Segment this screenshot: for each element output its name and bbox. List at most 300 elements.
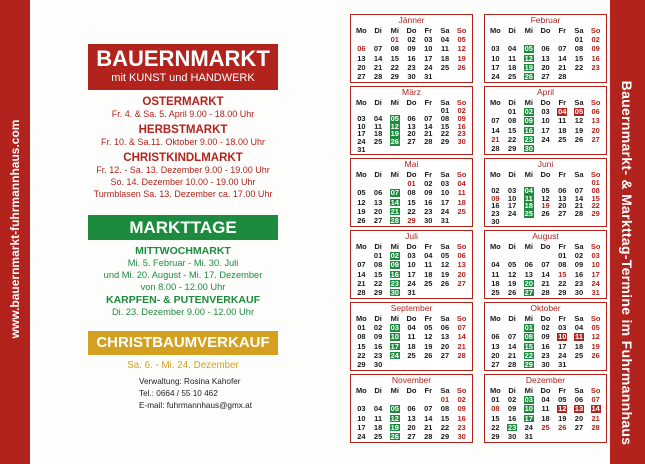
day-number: 26 (390, 431, 399, 441)
weekday-label: So (456, 314, 467, 323)
day-number: 28 (574, 209, 584, 219)
weekday-label: Di (508, 386, 516, 395)
day-cell (420, 414, 437, 423)
weeks (353, 395, 470, 441)
day-number: 18 (507, 62, 517, 72)
weekday-label: Fr (558, 242, 566, 251)
day-number: 04 (373, 114, 383, 124)
day-cell (587, 404, 604, 413)
day-number: 01 (440, 395, 450, 405)
day-cell (403, 188, 420, 197)
day-cell (554, 116, 571, 125)
day-number: 27 (558, 209, 567, 219)
day-cell (520, 270, 537, 279)
day-number: 30 (424, 215, 433, 225)
day-number: 04 (457, 179, 466, 189)
bauernmarkt-subtitle: mit KUNST und HANDWERK (111, 72, 255, 84)
weekday-label: Fr (558, 314, 566, 323)
day-cell (353, 54, 370, 63)
day-number: 28 (558, 71, 567, 81)
day-number: 30 (457, 137, 466, 147)
week-row (487, 135, 604, 144)
day-cell (587, 395, 604, 404)
weekday-label: Mo (489, 26, 501, 35)
day-number: 26 (524, 71, 533, 81)
weekday-label: So (456, 170, 467, 179)
bauernmarkt-title: BAUERNMARKT (96, 46, 270, 71)
day-cell (571, 323, 588, 332)
day-number: 08 (591, 186, 600, 196)
day-number: 27 (457, 278, 466, 288)
day-number: 29 (507, 143, 517, 153)
weekday-label: Di (374, 26, 382, 35)
day-number: 14 (457, 332, 466, 342)
day-number: 01 (390, 35, 399, 45)
day-number: 16 (491, 201, 500, 211)
day-number: 20 (558, 201, 567, 211)
weekday-label: Mo (489, 170, 501, 179)
day-cell (520, 395, 537, 404)
day-cell (386, 423, 403, 432)
day-number: 03 (357, 404, 366, 414)
day-cell (537, 135, 554, 144)
day-cell (437, 188, 454, 197)
day-number: 26 (424, 350, 433, 360)
weekday-label: Sa (440, 314, 450, 323)
weekday-label: Fr (558, 98, 566, 107)
day-number: 29 (491, 431, 500, 441)
weekday-label: Mi (524, 98, 533, 107)
day-number: 27 (440, 350, 450, 360)
day-number: 16 (424, 197, 433, 207)
day-cell (453, 251, 470, 260)
day-number: 31 (558, 359, 567, 369)
day-cell (587, 414, 604, 423)
weekday-label: Mo (489, 98, 501, 107)
weekday-label: Do (406, 314, 417, 323)
day-number: 26 (390, 137, 399, 147)
day-number: 13 (524, 269, 533, 279)
day-number: 12 (558, 404, 567, 414)
day-number: 06 (407, 404, 416, 414)
day-cell (520, 260, 537, 269)
week-row (487, 413, 604, 422)
day-cell (554, 423, 571, 432)
day-cell (453, 423, 470, 432)
day-number: 25 (440, 62, 450, 72)
week-row (353, 145, 470, 153)
day-cell (554, 260, 571, 269)
day-cell (587, 423, 604, 432)
day-number: 02 (524, 107, 533, 117)
day-number: 27 (491, 359, 500, 369)
day-number: 18 (524, 201, 533, 211)
weekday-label: Mi (524, 170, 533, 179)
day-number: 06 (591, 107, 600, 117)
day-number: 12 (390, 413, 399, 423)
weekday-header (487, 314, 604, 323)
left-panel (88, 0, 278, 464)
month-oktober (484, 302, 607, 371)
day-cell (437, 279, 454, 288)
weekday-label: Do (540, 314, 551, 323)
day-cell (520, 360, 537, 369)
day-number: 04 (574, 323, 584, 333)
day-number: 26 (591, 350, 600, 360)
day-number: 23 (591, 62, 600, 72)
day-cell (571, 279, 588, 288)
day-cell (587, 54, 604, 63)
day-number: 10 (357, 413, 366, 423)
day-cell (353, 198, 370, 207)
day-number: 12 (424, 332, 433, 342)
weeks (487, 179, 604, 225)
week-row (353, 35, 470, 44)
day-cell (386, 279, 403, 288)
day-number: 25 (457, 206, 466, 216)
day-cell (554, 72, 571, 81)
day-number: 15 (440, 121, 450, 131)
day-number: 27 (524, 287, 533, 297)
day-number: 29 (440, 137, 450, 147)
day-number: 04 (440, 35, 450, 45)
weekday-label: Fr (558, 26, 566, 35)
day-number: 03 (558, 323, 567, 333)
day-cell (520, 414, 537, 423)
day-number: 16 (407, 53, 416, 63)
day-number: 14 (507, 341, 517, 351)
day-number: 31 (357, 144, 366, 154)
day-cell (571, 404, 588, 413)
day-number: 20 (491, 350, 500, 360)
week-row (353, 216, 470, 225)
day-number: 09 (457, 114, 466, 124)
day-number: 02 (390, 251, 399, 261)
day-cell (504, 360, 521, 369)
weekday-label: Do (406, 242, 417, 251)
day-number: 15 (507, 125, 517, 135)
day-number: 08 (440, 114, 450, 124)
day-number: 25 (424, 278, 433, 288)
day-number: 18 (424, 269, 433, 279)
day-cell (353, 351, 370, 360)
day-cell (587, 116, 604, 125)
day-cell (370, 351, 387, 360)
day-cell (487, 116, 504, 125)
day-cell (370, 251, 387, 260)
day-cell (520, 288, 537, 297)
week-row (353, 279, 470, 288)
week-row (487, 360, 604, 369)
day-cell (353, 404, 370, 413)
ostermarkt-heading: OSTERMARKT (142, 96, 224, 108)
day-number: 05 (524, 44, 533, 54)
day-number: 26 (507, 287, 517, 297)
day-number: 13 (440, 332, 450, 342)
day-number: 29 (440, 431, 450, 441)
day-cell (370, 332, 387, 341)
day-cell (386, 323, 403, 332)
day-cell (353, 260, 370, 269)
day-number: 30 (373, 359, 383, 369)
day-cell (537, 63, 554, 72)
weeks (487, 395, 604, 441)
weekday-label: Di (508, 26, 516, 35)
day-number: 07 (424, 404, 433, 414)
day-cell (420, 323, 437, 332)
day-cell (403, 216, 420, 225)
day-cell (420, 63, 437, 72)
day-cell (487, 395, 504, 404)
day-cell (403, 198, 420, 207)
day-number: 24 (357, 431, 366, 441)
day-cell (353, 270, 370, 279)
week-row (487, 107, 604, 116)
week-row (487, 35, 604, 44)
weekday-label: Sa (440, 98, 450, 107)
day-number: 28 (541, 287, 550, 297)
day-number: 01 (357, 323, 366, 333)
day-cell (520, 116, 537, 125)
day-number: 30 (507, 431, 517, 441)
day-number: 27 (407, 137, 416, 147)
day-cell (420, 332, 437, 341)
day-cell (571, 351, 588, 360)
day-cell (504, 116, 521, 125)
day-cell (420, 198, 437, 207)
month-name: August (532, 231, 559, 241)
day-cell (353, 44, 370, 53)
day-cell (504, 63, 521, 72)
day-cell (453, 260, 470, 269)
day-number: 25 (524, 209, 533, 219)
week-row (487, 116, 604, 125)
day-number: 14 (424, 121, 433, 131)
day-cell (437, 270, 454, 279)
day-cell (437, 404, 454, 413)
day-cell (453, 323, 470, 332)
week-row (353, 413, 470, 422)
day-number: 07 (507, 332, 517, 342)
day-number: 11 (457, 188, 466, 198)
week-row (487, 351, 604, 360)
day-number: 16 (390, 269, 399, 279)
weekday-label: Fr (424, 242, 432, 251)
day-number: 07 (357, 260, 366, 270)
day-cell (420, 72, 437, 81)
day-number: 17 (541, 125, 550, 135)
day-cell (520, 54, 537, 63)
calendar-caption: Bauernmarkt- & Markttag-Termine im Fuhrmannhaus (619, 80, 635, 446)
weekday-label: Mi (524, 26, 533, 35)
day-cell (487, 63, 504, 72)
day-number: 03 (491, 44, 500, 54)
day-number: 30 (457, 431, 466, 441)
day-number: 14 (424, 413, 433, 423)
day-cell (453, 279, 470, 288)
day-cell (571, 126, 588, 135)
day-cell (520, 44, 537, 53)
day-number: 15 (407, 197, 416, 207)
day-number: 20 (574, 413, 584, 423)
day-cell (420, 404, 437, 413)
day-cell (453, 44, 470, 53)
day-number: 11 (558, 116, 567, 126)
day-number: 25 (491, 287, 500, 297)
day-number: 11 (491, 269, 500, 279)
week-row (487, 53, 604, 62)
week-row (353, 360, 470, 369)
weekday-label: Sa (440, 26, 450, 35)
day-cell (587, 260, 604, 269)
weekday-label: Mo (355, 242, 367, 251)
day-cell (453, 198, 470, 207)
day-number: 14 (390, 197, 399, 207)
day-cell (520, 144, 537, 153)
day-number: 02 (591, 35, 600, 45)
day-number: 01 (524, 323, 533, 333)
day-cell (403, 63, 420, 72)
day-number: 13 (457, 260, 466, 270)
day-number: 13 (357, 53, 366, 63)
weekday-label: Do (540, 242, 551, 251)
day-number: 22 (591, 201, 600, 211)
day-cell (571, 116, 588, 125)
day-cell (537, 395, 554, 404)
day-cell (403, 279, 420, 288)
day-cell (571, 54, 588, 63)
day-number: 05 (574, 107, 584, 117)
day-cell (403, 414, 420, 423)
day-cell (353, 188, 370, 197)
weekday-label: Di (374, 242, 382, 251)
day-cell (353, 216, 370, 225)
weekday-label: So (590, 26, 601, 35)
day-cell (386, 351, 403, 360)
day-cell (420, 260, 437, 269)
day-number: 12 (541, 193, 550, 203)
day-number: 13 (591, 116, 600, 126)
day-cell (587, 270, 604, 279)
weekday-label: Di (374, 314, 382, 323)
day-cell (571, 251, 588, 260)
week-row (353, 404, 470, 413)
weeks (353, 323, 470, 369)
day-number: 06 (574, 395, 584, 405)
weekday-label: So (456, 98, 467, 107)
day-number: 20 (407, 422, 416, 432)
day-number: 28 (357, 287, 366, 297)
day-number: 06 (558, 186, 567, 196)
day-number: 10 (558, 332, 567, 342)
day-number: 21 (424, 422, 433, 432)
day-number: 31 (591, 287, 600, 297)
day-cell (571, 270, 588, 279)
day-cell (487, 288, 504, 297)
weekday-label: Sa (574, 242, 584, 251)
week-row (353, 44, 470, 53)
day-cell (571, 44, 588, 53)
day-number: 10 (407, 260, 416, 270)
day-cell (453, 270, 470, 279)
day-number: 05 (457, 35, 466, 45)
day-number: 20 (357, 62, 366, 72)
month-name: Juli (405, 231, 418, 241)
day-cell (420, 251, 437, 260)
day-number: 26 (357, 215, 366, 225)
day-cell (370, 423, 387, 432)
weekday-label: Mi (390, 170, 399, 179)
day-cell (587, 279, 604, 288)
day-cell (437, 260, 454, 269)
day-number: 23 (541, 350, 550, 360)
day-cell (370, 342, 387, 351)
day-cell (504, 423, 521, 432)
weekday-label: Sa (574, 170, 584, 179)
day-cell (437, 323, 454, 332)
day-cell (487, 342, 504, 351)
day-number: 05 (424, 323, 433, 333)
month-november (350, 374, 473, 443)
day-cell (453, 342, 470, 351)
day-cell (487, 432, 504, 441)
day-number: 06 (524, 260, 533, 270)
day-cell (370, 360, 387, 369)
day-number: 07 (424, 114, 433, 124)
day-number: 07 (373, 44, 383, 54)
day-number: 19 (440, 269, 450, 279)
day-cell (370, 188, 387, 197)
day-number: 09 (424, 188, 433, 198)
day-number: 10 (591, 260, 600, 270)
day-number: 18 (407, 341, 416, 351)
weeks (353, 35, 470, 81)
day-cell (353, 432, 370, 441)
day-cell (386, 251, 403, 260)
day-cell (504, 395, 521, 404)
day-cell (370, 207, 387, 216)
day-cell (386, 414, 403, 423)
day-cell (420, 342, 437, 351)
day-cell (437, 351, 454, 360)
day-cell (420, 423, 437, 432)
day-cell (420, 54, 437, 63)
day-cell (537, 116, 554, 125)
day-cell (370, 288, 387, 297)
weekday-label: Fr (558, 386, 566, 395)
day-cell (587, 135, 604, 144)
week-row (353, 323, 470, 332)
day-cell (487, 144, 504, 153)
week-row (487, 395, 604, 404)
day-cell (504, 432, 521, 441)
week-row (487, 269, 604, 278)
day-cell (554, 251, 571, 260)
markttage-banner: MARKTTAGE (88, 215, 278, 240)
day-number: 28 (424, 431, 433, 441)
christbaum-banner: CHRISTBAUMVERKAUF (88, 331, 278, 355)
day-cell (420, 207, 437, 216)
day-number: 04 (524, 186, 533, 196)
day-number: 06 (407, 114, 416, 124)
day-cell (437, 432, 454, 441)
day-cell (487, 332, 504, 341)
day-number: 08 (507, 116, 517, 126)
day-cell (403, 179, 420, 188)
day-cell (587, 288, 604, 297)
day-cell (537, 260, 554, 269)
week-row (487, 251, 604, 260)
